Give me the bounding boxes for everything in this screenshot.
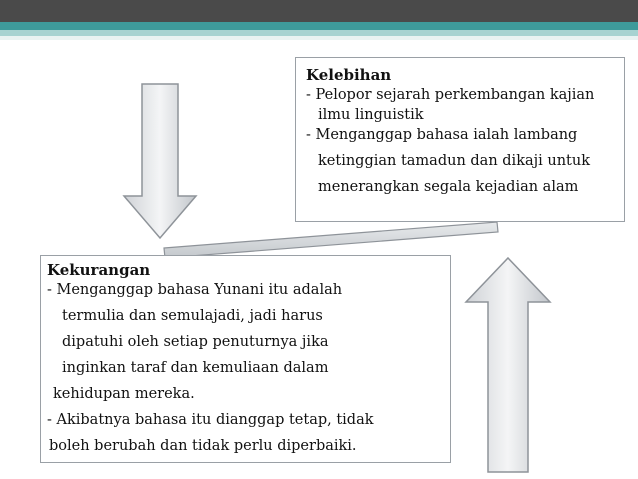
disadvantages-line: kehidupan mereka. xyxy=(53,386,195,402)
advantages-line: ketinggian tamadun dan dikaji untuk xyxy=(318,153,590,169)
disadvantages-line: inginkan taraf dan kemuliaan dalam xyxy=(62,360,329,376)
advantages-line: ilmu linguistik xyxy=(318,107,424,123)
disadvantages-line: termulia dan semulajadi, jadi harus xyxy=(62,308,323,324)
header-accent-stripe-pale xyxy=(0,36,638,40)
disadvantages-title: Kekurangan xyxy=(47,261,151,279)
up-arrow-icon xyxy=(462,256,554,476)
disadvantages-line: - Menganggap bahasa Yunani itu adalah xyxy=(47,282,343,298)
header-accent-stripe xyxy=(0,22,638,30)
header-bar xyxy=(0,0,638,22)
disadvantages-box xyxy=(40,255,451,463)
advantages-line: - Menganggap bahasa ialah lambang xyxy=(306,127,578,143)
disadvantages-line: dipatuhi oleh setiap penuturnya jika xyxy=(62,334,329,350)
connector-bar xyxy=(160,218,505,260)
advantages-line: menerangkan segala kejadian alam xyxy=(318,179,579,195)
disadvantages-line: boleh berubah dan tidak perlu diperbaiki. xyxy=(49,438,357,454)
disadvantages-line: - Akibatnya bahasa itu dianggap tetap, tidak xyxy=(47,412,374,428)
advantages-line: - Pelopor sejarah perkembangan kajian xyxy=(306,87,595,103)
advantages-box xyxy=(295,57,625,222)
advantages-title: Kelebihan xyxy=(306,66,392,84)
